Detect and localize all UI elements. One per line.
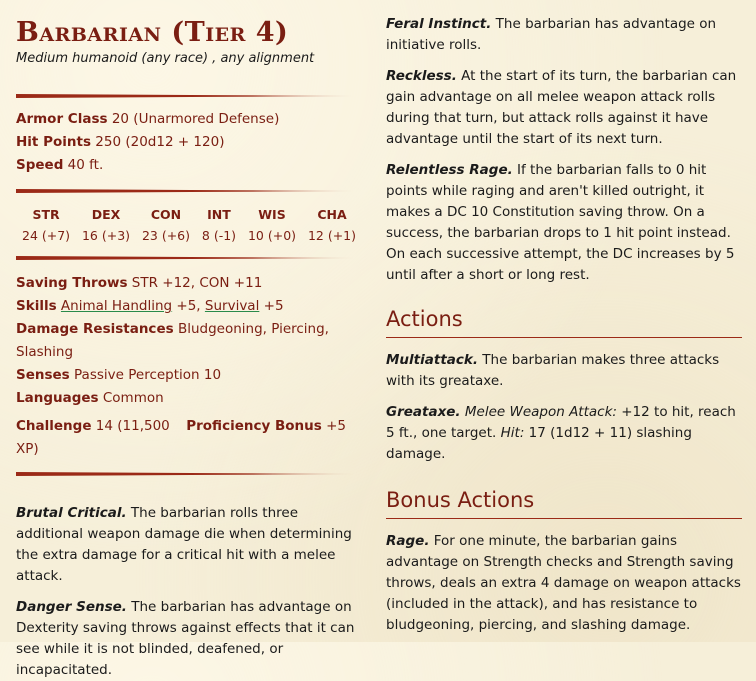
ability-con: CON 23 (+6) xyxy=(141,207,190,243)
skills: Skills Animal Handling +5, Survival +5 xyxy=(16,298,284,314)
trait-danger-sense: Danger Sense. The barbarian has advantage on Dexterity saving throws against effects that it can see while it is not blinded, deafened, or incapacitated. xyxy=(16,599,355,678)
proficiency-bonus: Proficiency Bonus +5 xyxy=(186,418,346,434)
creature-subtitle: Medium humanoid (any race) , any alignment xyxy=(16,51,315,66)
bonus-action-rage: Rage. For one minute, the barbarian gains advantage on Strength checks and Strength saving throws, deals an extra 4 damage on weapon attacks (included in the attack), and has resistance to bludgeoning, piercing, and slashing damage. xyxy=(386,533,741,633)
ability-cha: CHA 12 (+1) xyxy=(307,207,356,243)
bonus-actions-heading: Bonus Actions xyxy=(386,487,742,519)
trait-feral-instinct: Feral Instinct. The barbarian has advantage on initiative rolls. xyxy=(386,16,717,53)
trait-reckless: Reckless. At the start of its turn, the barbarian can gain advantage on all melee weapon attack rolls during that turn, but attack rolls against it have advantage until the start of its next turn. xyxy=(386,68,737,147)
senses: Senses Passive Perception 10 xyxy=(16,367,222,383)
action-multiattack: Multiattack. The barbarian makes three attacks with its greataxe. xyxy=(386,352,720,389)
divider xyxy=(16,189,354,193)
challenge-row xyxy=(16,415,346,461)
damage-resistances: Damage Resistances Bludgeoning, Piercing, Slashing xyxy=(16,321,329,360)
armor-class: Armor Class 20 (Unarmored Defense) xyxy=(16,111,280,127)
challenge: Challenge 14 (11,500 XP) xyxy=(16,418,170,457)
saving-throws: Saving Throws STR +12, CON +11 xyxy=(16,275,263,291)
trait-relentless-rage: Relentless Rage. If the barbarian falls to 0 hit points while raging and aren't killed outright, it makes a DC 10 Constitution saving throw. On a success, the barbarian drops to 1 hit point instead. On each successive attempt, the DC increases by 5 until after a short or long rest. xyxy=(386,162,735,283)
skill-link-animal-handling[interactable]: Animal Handling xyxy=(60,298,173,314)
hit-points: Hit Points 250 (20d12 + 120) xyxy=(16,134,225,150)
actions-heading: Actions xyxy=(386,306,742,338)
creature-title: Barbarian (Tier 4) xyxy=(16,17,289,48)
ability-int: INT 8 (-1) xyxy=(201,207,237,243)
ability-dex: DEX 16 (+3) xyxy=(81,207,131,243)
speed: Speed 40 ft. xyxy=(16,157,104,173)
skill-link-survival[interactable]: Survival xyxy=(204,298,260,314)
languages: Languages Common xyxy=(16,390,164,406)
right-column xyxy=(386,0,742,636)
action-greataxe: Greataxe. Melee Weapon Attack: +12 to hit, reach 5 ft., one target. Hit: 17 (1d12 + 11) slashing damage. xyxy=(386,404,736,462)
ability-wis: WIS 10 (+0) xyxy=(247,207,297,243)
ability-str: STR 24 (+7) xyxy=(22,207,71,243)
left-column xyxy=(16,0,356,681)
ability-scores xyxy=(22,204,356,246)
trait-brutal-critical: Brutal Critical. The barbarian rolls three additional weapon damage die when determining the extra damage for a critical hit with a melee attack. xyxy=(16,505,352,584)
